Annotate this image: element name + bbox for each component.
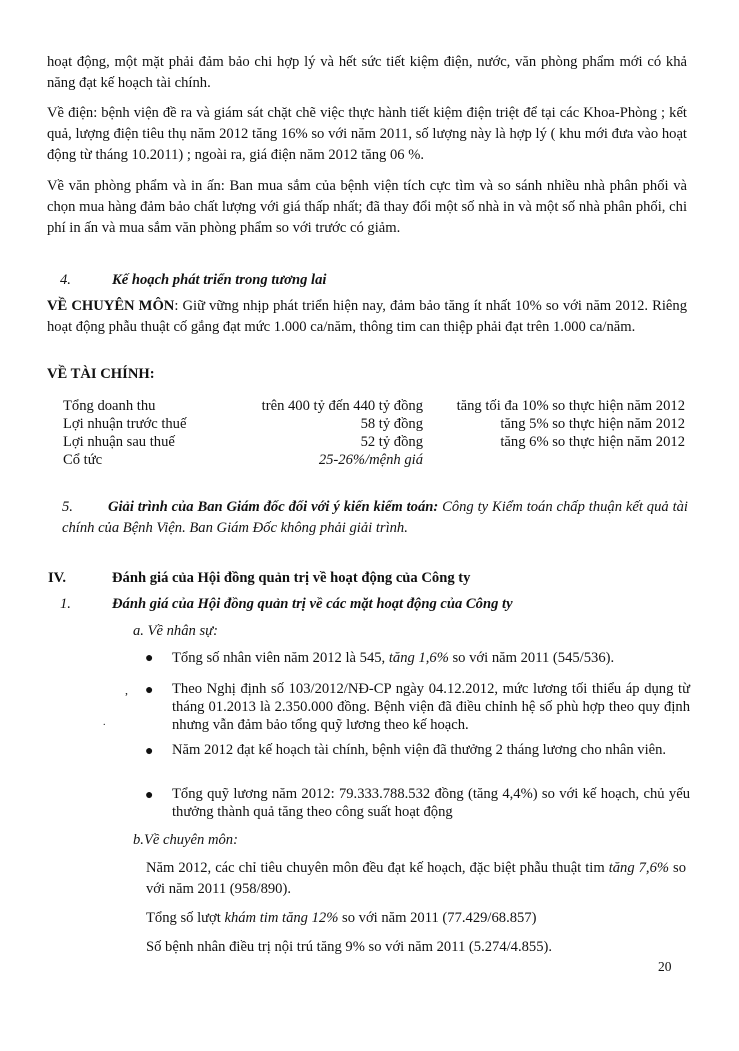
finance-plan-table — [63, 397, 685, 469]
bullet-icon: ● — [145, 651, 154, 666]
finance-value: 52 tỷ đồng — [360, 434, 423, 450]
section-5-text: Công ty Kiểm toán chấp thuận kết quả tài chính của Bệnh Viện. Ban Giám Đốc không phải giải trình. — [62, 499, 688, 536]
paragraph-text: Tổng số lượt — [146, 910, 225, 926]
chuyen-mon-plan — [47, 296, 687, 338]
intro-paragraph-1: hoạt động, một mặt phải đảm bảo chi hợp lý và hết sức tiết kiệm điện, nước, văn phòng phẩm mới có khả năng đạt kế hoạch tài chính. — [47, 54, 687, 91]
chuyen-mon-surgery — [146, 858, 686, 900]
section-4-number: 4. — [60, 272, 71, 288]
chuyen-mon-examinations — [146, 908, 686, 929]
section-4-title: Kế hoạch phát triển trong tương lai — [112, 272, 327, 288]
section-5-number: 5. — [62, 499, 73, 515]
table-row — [63, 415, 685, 433]
bullet-icon: ● — [145, 683, 154, 698]
finance-item: Lợi nhuận sau thuế — [63, 434, 175, 450]
bullet-text: Tổng số nhân viên năm 2012 là 545, — [172, 650, 389, 666]
page-number: 20 — [658, 959, 672, 974]
finance-value: trên 400 tỷ đến 440 tỷ đồng — [261, 398, 423, 414]
subsection-1-heading — [60, 594, 513, 615]
bullet-bonus: Năm 2012 đạt kế hoạch tài chính, bệnh viện đã thưởng 2 tháng lương cho nhân viên. — [172, 742, 667, 758]
tai-chinh-label: VỀ TÀI CHÍNH: — [47, 366, 155, 382]
table-row — [63, 433, 685, 451]
paragraph-text: Năm 2012, các chỉ tiêu chuyên môn đều đạt kế hoạch, đặc biệt phẫu thuật tim — [146, 860, 609, 876]
subsection-1-title: Đánh giá của Hội đồng quản trị về các mặt hoạt động của Công ty — [112, 596, 513, 612]
section-5-paragraph — [62, 497, 688, 539]
paragraph-text-italic: tăng 7,6% — [608, 860, 670, 876]
intro-paragraph-electricity: Về điện: bệnh viện đề ra và giám sát chặt chẽ việc thực hành tiết kiệm điện triệt để tại các Khoa-Phòng ; kết quả, lượng điện tiêu thụ năm 2012 tăng 16% so với năm 2011, số lượng này là hợp lý ( khu mới đưa vào hoạt động từ tháng 10.2011) ; ngoài ra, giá điện năm 2012 tăng 06 %. — [47, 105, 687, 163]
finance-value: 58 tỷ đồng — [360, 416, 423, 432]
finance-item: Cổ tức — [63, 452, 103, 468]
bullet-text: so với năm 2011 (545/536). — [448, 650, 615, 666]
bullet-icon: ● — [145, 788, 154, 803]
section-5-title: Giải trình của Ban Giám đốc đối với ý kiến kiểm toán: — [107, 499, 439, 515]
finance-note: tăng 5% so thực hiện năm 2012 — [500, 416, 685, 432]
bullet-minimum-wage: Theo Nghị định số 103/2012/NĐ-CP ngày 04.12.2012, mức lương tối thiểu áp dụng từ tháng 01.2013 là 2.350.000 đồng. Bệnh viện đã điều chỉnh hệ số phù hợp theo quy định nhưng vẫn đảm bảo tổng quỹ lương theo kế hoạch. — [172, 681, 690, 733]
bullet-icon: ● — [145, 744, 154, 759]
margin-dot-icon: . — [103, 717, 106, 728]
paragraph-text-italic: khám tim tăng 12% — [224, 910, 339, 926]
chuyen-mon-inpatients: Số bệnh nhân điều trị nội trú tăng 9% so với năm 2011 (5.274/4.855). — [146, 939, 553, 955]
paragraph-text: so với năm 2011 (77.429/68.857) — [338, 910, 537, 926]
table-row — [63, 397, 685, 415]
section-IV-title: Đánh giá của Hội đồng quản trị về hoạt động của Công ty — [112, 570, 471, 586]
table-row — [63, 451, 685, 469]
bullet-salary-fund: Tổng quỹ lương năm 2012: 79.333.788.532 đồng (tăng 4,4%) so với kế hoạch, chủ yếu thưởng thành quả tăng theo công suất hoạt động — [172, 786, 690, 820]
bullet-staff-count — [172, 648, 690, 669]
intro-paragraph-stationery: Về văn phòng phẩm và in ấn: Ban mua sắm của bệnh viện tích cực tìm và so sánh nhiều nhà phân phối và chọn mua hàng đảm bảo chất lượng với giá thấp nhất; đã thay đổi một số nhà in và một số nhà phân phối, chi phí in ấn và mua sắm văn phòng phẩm so với trước có giảm. — [47, 178, 687, 236]
finance-note: tăng tối đa 10% so thực hiện năm 2012 — [456, 398, 685, 414]
finance-item: Tổng doanh thu — [63, 398, 156, 414]
finance-item: Lợi nhuận trước thuế — [63, 416, 187, 432]
finance-note — [423, 451, 685, 469]
section-IV-heading — [48, 568, 471, 589]
nhan-su-label: a. Về nhân sự: — [133, 623, 218, 639]
bullet-text-italic: tăng 1,6% — [388, 650, 449, 666]
section-4-heading — [60, 270, 327, 291]
paragraph-text: so với năm 2011 (958/890). — [146, 860, 687, 897]
finance-note: tăng 6% so thực hiện năm 2012 — [500, 434, 685, 450]
chuyen-mon-label-b: b.Về chuyên môn: — [133, 832, 238, 848]
chuyen-mon-label: VỀ CHUYÊN MÔN — [47, 298, 175, 314]
margin-mark-icon: , — [125, 683, 128, 697]
subsection-1-number: 1. — [60, 596, 71, 612]
section-IV-number: IV. — [48, 570, 66, 586]
finance-value: 25-26%/mệnh giá — [318, 452, 423, 468]
chuyen-mon-text: : Giữ vững nhịp phát triển hiện nay, đảm bảo tăng ít nhất 10% so với năm 2012. Riêng hoạt động phẫu thuật cố gắng đạt mức 1.000 ca/năm, thông tim can thiệp phải đạt trên 1.000 ca/năm. — [47, 298, 687, 335]
